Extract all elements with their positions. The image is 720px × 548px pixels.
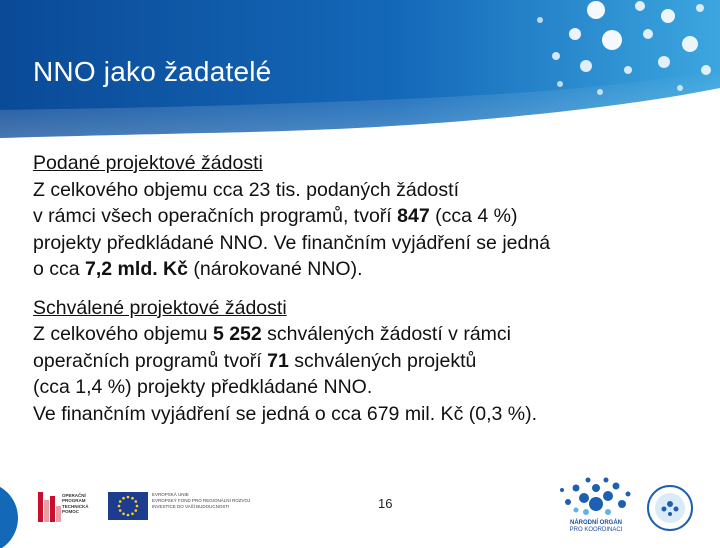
logo-text: PROGRAM xyxy=(62,498,86,504)
text-line: Z celkového objemu xyxy=(33,323,213,345)
approved-paragraph xyxy=(33,321,693,427)
logo-text: EVROPSKÁ UNIE xyxy=(152,492,189,497)
eu-logo-text xyxy=(152,492,252,509)
logo-text: EVROPSKÝ FOND PRO REGIONÁLNÍ ROZVOJ xyxy=(152,497,251,503)
text-line: (cca 1,4 %) projekty předkládané NNO. xyxy=(33,376,373,398)
highlight-value: 847 xyxy=(397,205,430,227)
slide-header xyxy=(0,0,720,140)
text-line: v rámci všech operačních programů, tvoří xyxy=(33,205,398,227)
ministerstvo-logo xyxy=(640,476,700,536)
highlight-value: 7,2 mld. Kč xyxy=(85,258,188,280)
dots-logo-icon xyxy=(556,476,636,520)
eu-stars-icon xyxy=(108,492,148,520)
logo-text: OPERAČNÍ xyxy=(62,493,86,498)
text-line: schválených žádostí v rámci xyxy=(261,323,512,345)
text-line: operačních programů tvoří xyxy=(33,349,268,372)
slide-title: NNO jako žadatelé xyxy=(33,56,272,87)
submitted-paragraph xyxy=(33,177,693,283)
logo-text: PRO KOORDINACI xyxy=(569,527,623,533)
text-line: o cca xyxy=(33,258,86,280)
corner-arc-decoration xyxy=(0,478,22,548)
text-line: Ve finančním vyjádření se jedná o cca 679 mil. Kč (0,3 %). xyxy=(33,402,538,425)
text-line: schválených projektů xyxy=(288,349,477,372)
text-line: (cca 4 %) xyxy=(429,205,518,227)
logo-text: TECHNICKÁ xyxy=(62,503,89,509)
text-line: Z celkového objemu cca 23 tis. podaných žádostí xyxy=(33,178,459,201)
logo-text: INVESTICE DO VAŠÍ BUDOUCNOSTI xyxy=(152,503,230,509)
section-heading-approved: Schválené projektové žádosti xyxy=(33,296,287,319)
text-line: (nárokované NNO). xyxy=(188,258,363,280)
logo-text: NÁRODNÍ ORGÁN xyxy=(570,520,622,526)
op-technicka-pomoc-logo xyxy=(38,492,100,522)
text-line: projekty předkládané NNO. Ve finančním vyjádření se jedná xyxy=(33,231,551,254)
eu-flag-logo xyxy=(108,492,148,520)
highlight-value: 5 252 xyxy=(212,323,262,345)
narodni-organ-logo xyxy=(556,476,636,536)
slide-body xyxy=(33,150,693,427)
section-heading-submitted: Podané projektové žádosti xyxy=(33,152,263,174)
page-number: 16 xyxy=(378,496,393,511)
highlight-value: 71 xyxy=(267,349,289,372)
ministry-seal-icon xyxy=(640,476,700,536)
logo-text: POMOC xyxy=(62,509,80,515)
